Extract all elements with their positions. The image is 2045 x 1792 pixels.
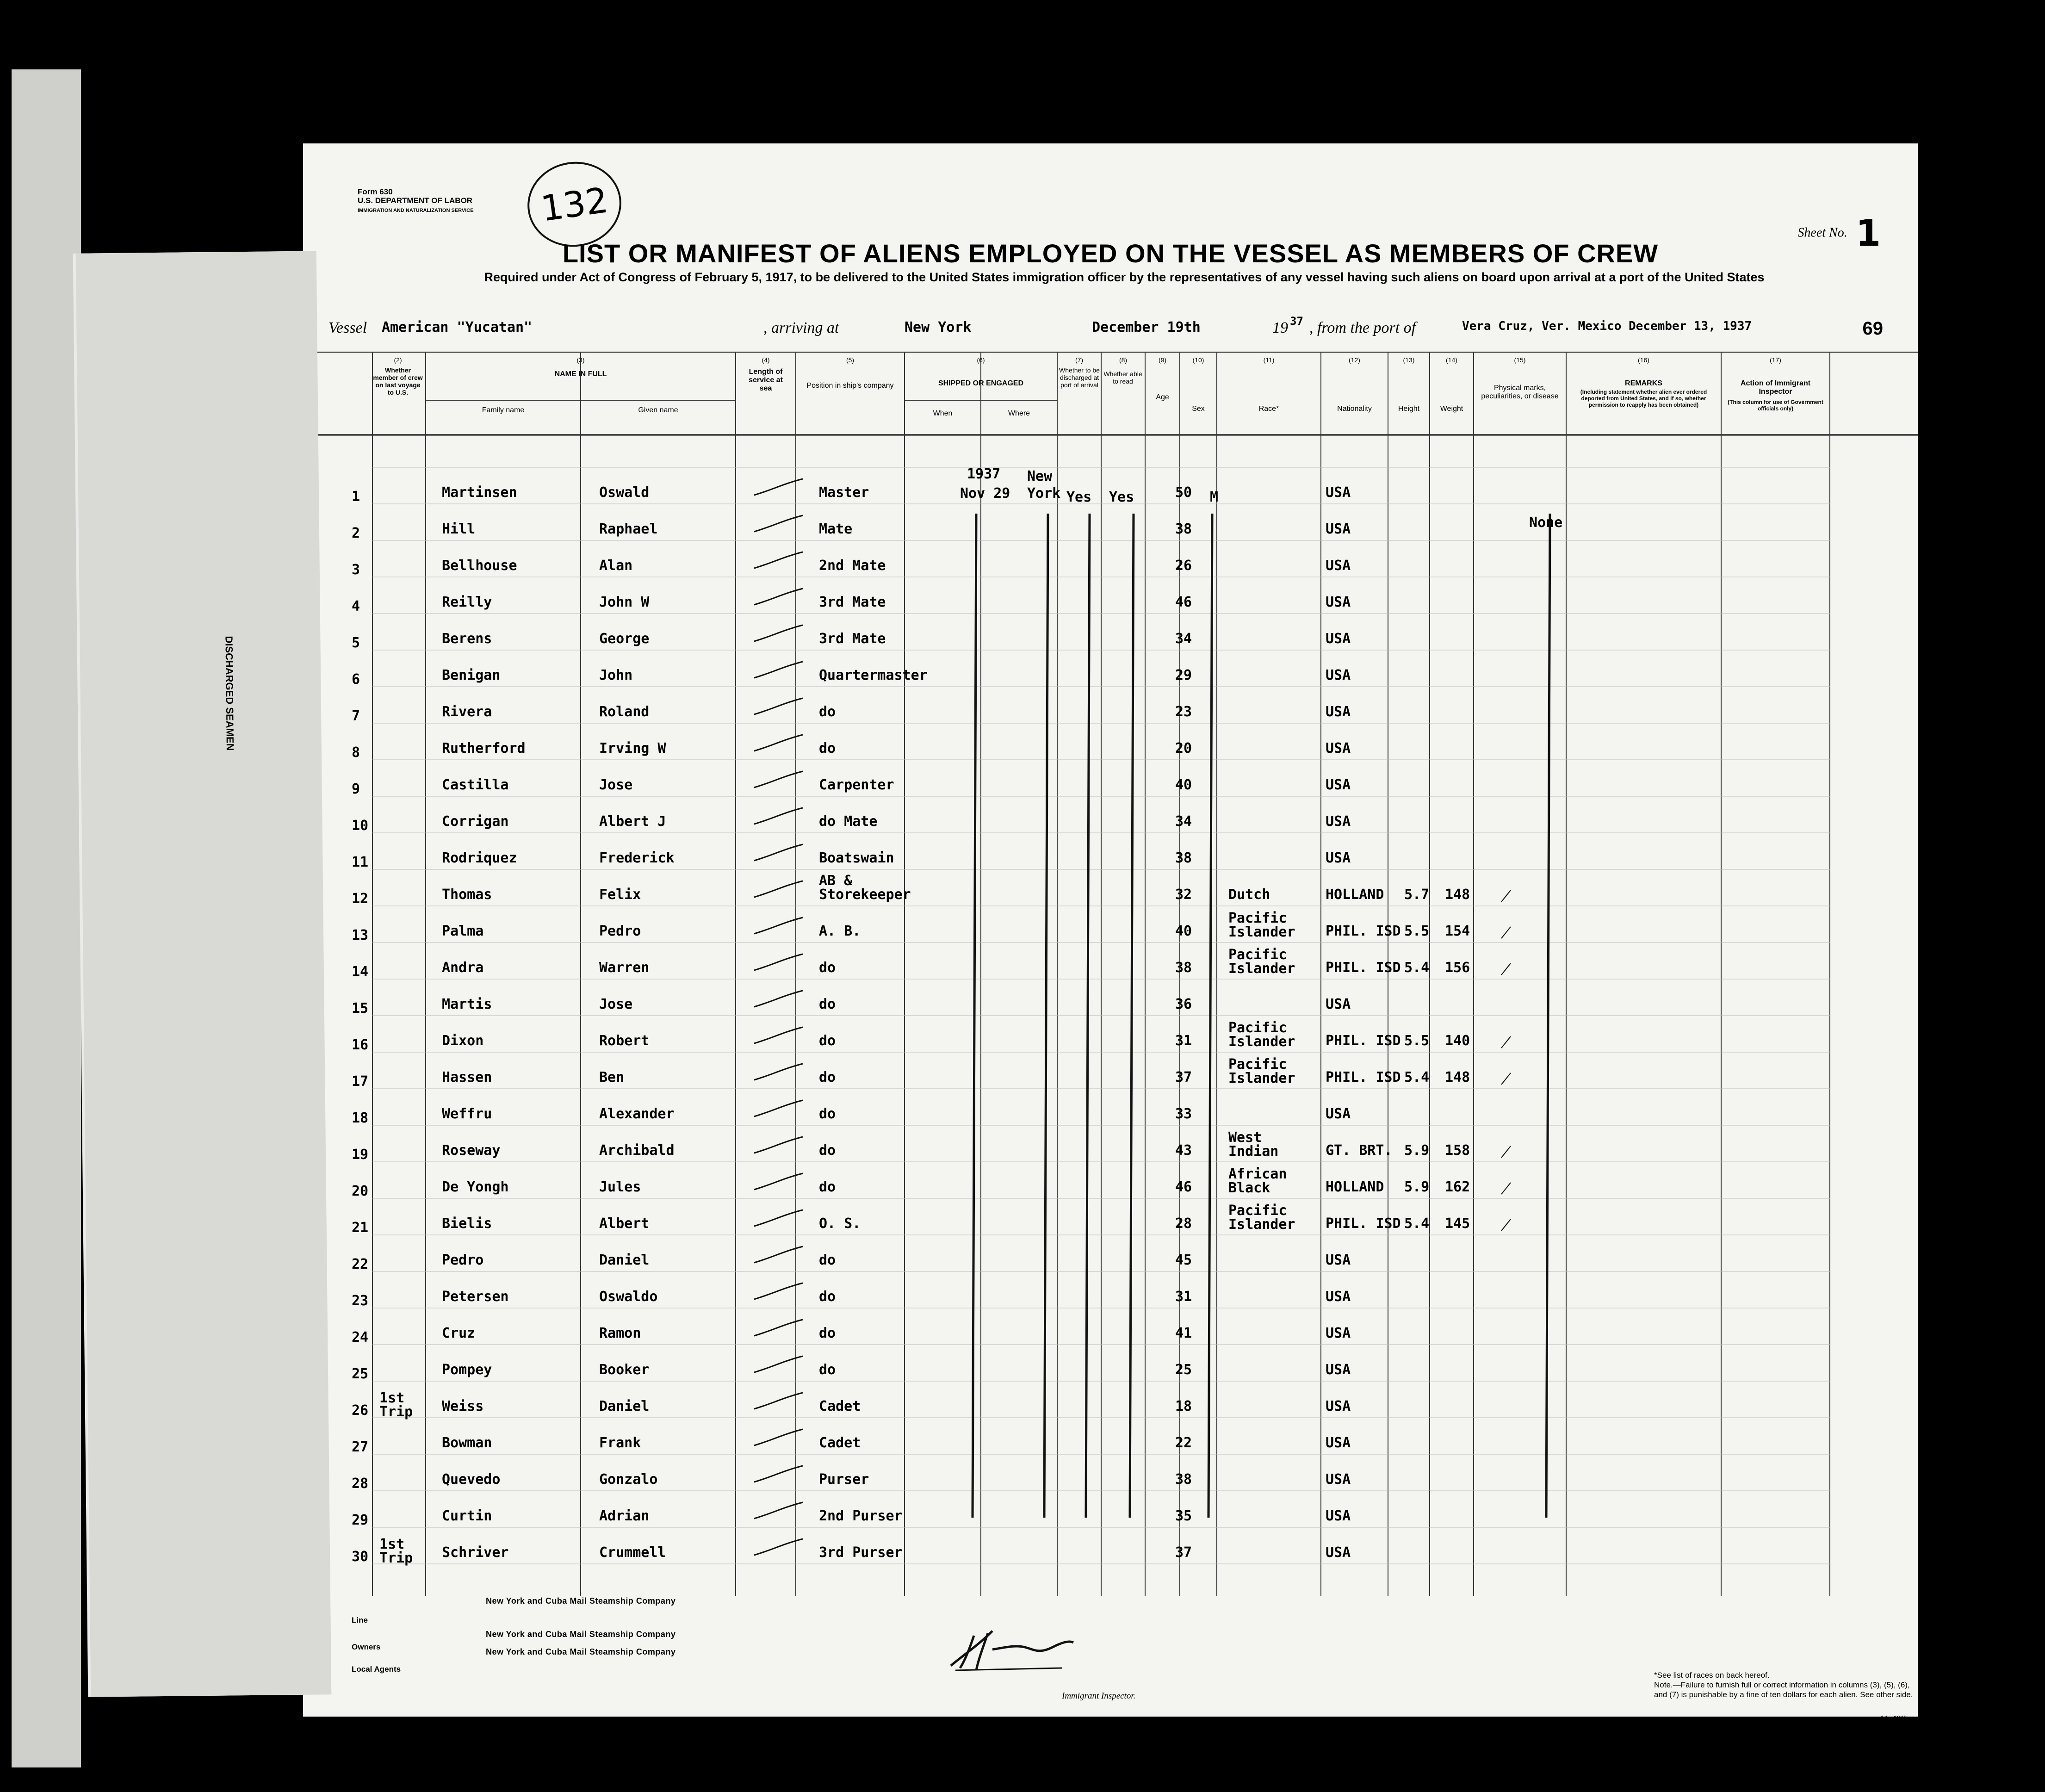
background-sheet-edge bbox=[12, 69, 81, 1767]
row-number-cell: 21 bbox=[352, 1220, 369, 1236]
weight-cell: 156 bbox=[1445, 960, 1470, 976]
nationality-cell: USA bbox=[1326, 1398, 1351, 1414]
family-name-cell: Pompey bbox=[442, 1362, 492, 1378]
nationality-cell: USA bbox=[1326, 1289, 1351, 1305]
weight-cell: 158 bbox=[1445, 1142, 1470, 1159]
page-title: LIST OR MANIFEST OF ALIENS EMPLOYED ON THE VESSEL AS MEMBERS OF CREW bbox=[562, 239, 1659, 268]
race-cell: Pacific Islander bbox=[1228, 947, 1295, 977]
family-name-cell: Hill bbox=[442, 521, 476, 537]
family-name-cell: Palma bbox=[442, 923, 484, 939]
height-cell: 5.5 bbox=[1404, 923, 1430, 939]
race-cell: Pacific Islander bbox=[1228, 1203, 1295, 1233]
given-name-cell: Albert bbox=[599, 1215, 650, 1232]
row-number-cell: 15 bbox=[352, 1000, 369, 1017]
row-number-cell: 23 bbox=[352, 1293, 369, 1309]
row-number-cell: 19 bbox=[352, 1147, 369, 1163]
crew-table bbox=[303, 352, 1918, 1596]
shipped-where-2: York bbox=[1027, 485, 1061, 502]
sex-value: M bbox=[1210, 489, 1219, 505]
age-cell: 40 bbox=[1175, 923, 1192, 939]
arriving-label: , arriving at bbox=[763, 319, 839, 336]
family-name-cell: Thomas bbox=[442, 887, 492, 903]
age-cell: 43 bbox=[1175, 1142, 1192, 1159]
family-name-cell: Weiss bbox=[442, 1398, 484, 1414]
given-name-cell: Robert bbox=[599, 1033, 650, 1049]
col3-given-header: Given name bbox=[638, 406, 678, 414]
given-name-cell: John bbox=[599, 667, 633, 683]
footer-notes bbox=[1654, 1670, 1913, 1699]
row-number-cell: 10 bbox=[352, 818, 369, 834]
age-cell: 18 bbox=[1175, 1398, 1192, 1414]
age-cell: 34 bbox=[1175, 631, 1192, 647]
nationality-cell: USA bbox=[1326, 558, 1351, 574]
family-name-cell: Reilly bbox=[442, 594, 492, 610]
age-cell: 50 bbox=[1175, 484, 1192, 501]
check-mark bbox=[1501, 1146, 1511, 1158]
col12-number: (12) bbox=[1349, 356, 1360, 364]
given-name-cell: Booker bbox=[599, 1362, 650, 1378]
family-name-cell: Rodriquez bbox=[442, 850, 517, 866]
family-name-cell: Andra bbox=[442, 960, 484, 976]
position-cell: do bbox=[819, 1362, 836, 1378]
col11-header: Race* bbox=[1258, 405, 1279, 413]
nationality-cell: USA bbox=[1326, 704, 1351, 720]
given-name-cell: Gonzalo bbox=[599, 1471, 658, 1488]
col10-header: Sex bbox=[1192, 405, 1205, 413]
age-cell: 38 bbox=[1175, 521, 1192, 537]
age-cell: 35 bbox=[1175, 1508, 1192, 1524]
age-cell: 31 bbox=[1175, 1033, 1192, 1049]
nationality-cell: USA bbox=[1326, 813, 1351, 830]
given-name-cell: Alan bbox=[599, 558, 633, 574]
height-cell: 5.9 bbox=[1404, 1142, 1430, 1159]
family-name-cell: Quevedo bbox=[442, 1471, 501, 1488]
nationality-cell: PHIL. ISD bbox=[1326, 960, 1401, 976]
given-name-cell: Adrian bbox=[599, 1508, 650, 1524]
position-cell: Boatswain bbox=[819, 850, 894, 866]
given-name-cell: John W bbox=[599, 594, 650, 610]
vessel-name: American "Yucatan" bbox=[382, 319, 533, 335]
race-cell: Pacific Islander bbox=[1228, 1020, 1295, 1050]
row-number-cell: 18 bbox=[352, 1110, 369, 1126]
race-cell: Pacific Islander bbox=[1228, 910, 1295, 940]
age-cell: 37 bbox=[1175, 1544, 1192, 1561]
given-name-cell: Daniel bbox=[599, 1398, 650, 1414]
trip-cell: 1st Trip bbox=[379, 1536, 413, 1566]
family-name-cell: Schriver bbox=[442, 1544, 509, 1561]
col6-where-header: Where bbox=[1008, 409, 1030, 417]
col10-number: (10) bbox=[1192, 356, 1204, 364]
col3-family-header: Family name bbox=[482, 406, 525, 414]
shipped-year: 1937 bbox=[967, 466, 1001, 482]
family-name-cell: Bellhouse bbox=[442, 558, 517, 574]
race-cell: Dutch bbox=[1228, 887, 1270, 903]
col16-number: (16) bbox=[1638, 356, 1649, 364]
age-cell: 38 bbox=[1175, 960, 1192, 976]
form-code: 14—1940 bbox=[1881, 1714, 1907, 1721]
age-cell: 22 bbox=[1175, 1435, 1192, 1451]
line-stamp: New York and Cuba Mail Steamship Company bbox=[486, 1596, 676, 1606]
nationality-cell: USA bbox=[1326, 521, 1351, 537]
check-mark bbox=[1501, 927, 1511, 938]
family-name-cell: Cruz bbox=[442, 1325, 476, 1341]
given-name-cell: Jose bbox=[599, 996, 633, 1012]
row-number-cell: 2 bbox=[352, 525, 360, 541]
shipped-when: Nov 29 bbox=[960, 485, 1010, 502]
given-name-cell: Felix bbox=[599, 887, 641, 903]
arrival-port: New York bbox=[905, 319, 972, 335]
given-name-cell: Oswaldo bbox=[599, 1289, 658, 1305]
nationality-cell: USA bbox=[1326, 1325, 1351, 1341]
age-cell: 34 bbox=[1175, 813, 1192, 830]
given-name-cell: Archibald bbox=[599, 1142, 675, 1159]
sheet-number: Sheet No. 1 bbox=[1797, 213, 1881, 254]
nationality-cell: USA bbox=[1326, 631, 1351, 647]
position-cell: Master bbox=[819, 484, 869, 501]
col7-header: Whether to be discharged at port of arrival bbox=[1059, 366, 1100, 389]
col2-header: Whether member of crew on last voyage to U.S. bbox=[373, 366, 423, 396]
race-note: *See list of races on back hereof. bbox=[1654, 1671, 1770, 1680]
nationality-cell: HOLLAND bbox=[1326, 887, 1384, 903]
vessel-label: Vessel bbox=[328, 319, 367, 336]
family-name-cell: Bielis bbox=[442, 1215, 492, 1232]
family-name-cell: Benigan bbox=[442, 667, 501, 683]
given-name-cell: Alexander bbox=[599, 1106, 675, 1122]
penalty-note: Note.—Failure to furnish full or correct information in columns (3), (5), (6), and (7) is punishable by a fine of ten dollars for each alien. See other side. bbox=[1654, 1680, 1913, 1699]
given-name-cell: Warren bbox=[599, 960, 650, 976]
age-cell: 23 bbox=[1175, 704, 1192, 720]
family-name-cell: Castilla bbox=[442, 777, 509, 793]
check-mark bbox=[1501, 1073, 1511, 1085]
weight-cell: 154 bbox=[1445, 923, 1470, 939]
height-cell: 5.9 bbox=[1404, 1179, 1430, 1195]
given-name-cell: Irving W bbox=[599, 740, 666, 756]
position-cell: Purser bbox=[819, 1471, 869, 1488]
trip-cell: 1st Trip bbox=[379, 1390, 413, 1420]
col8-header: Whether able to read bbox=[1103, 370, 1142, 385]
weight-cell: 162 bbox=[1445, 1179, 1470, 1195]
family-name-cell: Pedro bbox=[442, 1252, 484, 1268]
col13-header: Height bbox=[1398, 405, 1420, 413]
form-identifier: Form 630 U.S. DEPARTMENT OF LABOR IMMIGRATION AND NATURALIZATION SERVICE bbox=[358, 187, 474, 213]
col4-header: Length of service at sea bbox=[749, 368, 783, 392]
row-number-cell: 8 bbox=[352, 744, 360, 761]
nationality-cell: USA bbox=[1326, 1544, 1351, 1561]
weight-cell: 145 bbox=[1445, 1215, 1470, 1232]
nationality-cell: USA bbox=[1326, 850, 1351, 866]
col6-number: (6) bbox=[977, 356, 985, 364]
discharged-value: Yes bbox=[1066, 489, 1092, 505]
col5-header: Position in ship's company bbox=[806, 382, 894, 390]
col3-number: (3) bbox=[576, 356, 585, 364]
position-cell: O. S. bbox=[819, 1215, 861, 1232]
position-cell: 2nd Purser bbox=[819, 1508, 903, 1524]
given-name-cell: Roland bbox=[599, 704, 650, 720]
col17-number: (17) bbox=[1770, 356, 1781, 364]
family-name-cell: Martis bbox=[442, 996, 492, 1012]
col2-number: (2) bbox=[394, 356, 402, 364]
position-cell: 3rd Purser bbox=[819, 1544, 903, 1561]
nationality-cell: PHIL. ISD bbox=[1326, 1069, 1401, 1085]
nationality-cell: USA bbox=[1326, 777, 1351, 793]
nationality-cell: PHIL. ISD bbox=[1326, 1033, 1401, 1049]
col17-header: Action of Immigrant Inspector bbox=[1740, 379, 1811, 396]
nationality-cell: USA bbox=[1326, 1106, 1351, 1122]
manifest-page bbox=[303, 143, 1918, 1721]
race-cell: West Indian bbox=[1228, 1129, 1279, 1160]
table-rules bbox=[303, 352, 1918, 1596]
check-mark bbox=[1501, 1183, 1511, 1194]
family-name-cell: Rivera bbox=[442, 704, 492, 720]
position-cell: do bbox=[819, 1252, 836, 1268]
given-name-cell: Frank bbox=[599, 1435, 641, 1451]
row-number-cell: 13 bbox=[352, 927, 369, 943]
row-number-cell: 9 bbox=[352, 781, 360, 797]
nationality-cell: USA bbox=[1326, 1252, 1351, 1268]
position-cell: 2nd Mate bbox=[819, 558, 886, 574]
col9-number: (9) bbox=[1158, 356, 1167, 364]
family-name-cell: Roseway bbox=[442, 1142, 501, 1159]
given-name-cell: Oswald bbox=[599, 484, 650, 501]
given-name-cell: Albert J bbox=[599, 813, 666, 830]
nationality-cell: USA bbox=[1326, 667, 1351, 683]
row-number-cell: 11 bbox=[352, 854, 369, 870]
height-cell: 5.4 bbox=[1404, 960, 1430, 976]
year-prefix: 19 bbox=[1272, 319, 1288, 336]
inspector-label: Immigrant Inspector. bbox=[1062, 1691, 1136, 1701]
position-cell: Mate bbox=[819, 521, 853, 537]
age-cell: 46 bbox=[1175, 1179, 1192, 1195]
family-name-cell: Dixon bbox=[442, 1033, 484, 1049]
nationality-cell: USA bbox=[1326, 1435, 1351, 1451]
weight-cell: 148 bbox=[1445, 887, 1470, 903]
given-name-cell: Frederick bbox=[599, 850, 675, 866]
row-number-cell: 3 bbox=[352, 562, 360, 578]
row-number-cell: 25 bbox=[352, 1366, 369, 1382]
position-cell: Carpenter bbox=[819, 777, 894, 793]
row-number-cell: 20 bbox=[352, 1183, 369, 1199]
departure-port: Vera Cruz, Ver. Mexico December 13, 1937 bbox=[1462, 319, 1752, 333]
row-number-cell: 6 bbox=[352, 671, 360, 688]
family-name-cell: Curtin bbox=[442, 1508, 492, 1524]
row-number-cell: 29 bbox=[352, 1512, 369, 1528]
family-name-cell: De Yongh bbox=[442, 1179, 509, 1195]
age-cell: 46 bbox=[1175, 594, 1192, 610]
position-cell: do Mate bbox=[819, 813, 878, 830]
family-name-cell: Hassen bbox=[442, 1069, 492, 1085]
check-mark bbox=[1501, 1219, 1511, 1231]
age-cell: 37 bbox=[1175, 1069, 1192, 1085]
given-name-cell: Crummell bbox=[599, 1544, 666, 1561]
family-name-cell: Berens bbox=[442, 631, 492, 647]
row-number-cell: 14 bbox=[352, 964, 369, 980]
position-cell: do bbox=[819, 960, 836, 976]
race-cell: Pacific Islander bbox=[1228, 1056, 1295, 1086]
position-cell: do bbox=[819, 740, 836, 756]
col12-header: Nationality bbox=[1337, 405, 1372, 413]
nationality-cell: USA bbox=[1326, 996, 1351, 1012]
age-cell: 40 bbox=[1175, 777, 1192, 793]
height-cell: 5.5 bbox=[1404, 1033, 1430, 1049]
able-to-read-value: Yes bbox=[1109, 489, 1134, 505]
nationality-cell: USA bbox=[1326, 1471, 1351, 1488]
col7-number: (7) bbox=[1075, 356, 1084, 364]
given-name-cell: Ramon bbox=[599, 1325, 641, 1341]
given-name-cell: Ben bbox=[599, 1069, 625, 1085]
row-number-cell: 12 bbox=[352, 891, 369, 907]
row-number-cell: 26 bbox=[352, 1402, 369, 1419]
position-cell: do bbox=[819, 1033, 836, 1049]
col16-note: (Including statement whether alien ever ordered deported from United States, and if so, whether permission to reapply has been obtained) bbox=[1580, 389, 1707, 408]
arrival-date: December 19th bbox=[1092, 319, 1201, 335]
nationality-cell: USA bbox=[1326, 1362, 1351, 1378]
nationality-cell: GT. BRT. bbox=[1326, 1142, 1393, 1159]
age-cell: 38 bbox=[1175, 850, 1192, 866]
shipped-where-1: New bbox=[1027, 468, 1053, 484]
check-mark bbox=[1501, 963, 1511, 975]
height-cell: 5.4 bbox=[1404, 1069, 1430, 1085]
age-cell: 38 bbox=[1175, 1471, 1192, 1488]
given-name-cell: Pedro bbox=[599, 923, 641, 939]
family-name-cell: Rutherford bbox=[442, 740, 526, 756]
position-cell: AB & Storekeeper bbox=[819, 873, 911, 903]
position-cell: 3rd Mate bbox=[819, 631, 886, 647]
physical-marks-value: None bbox=[1529, 515, 1563, 531]
position-cell: 3rd Mate bbox=[819, 594, 886, 610]
height-cell: 5.7 bbox=[1404, 887, 1430, 903]
col8-number: (8) bbox=[1119, 356, 1128, 364]
nationality-cell: HOLLAND bbox=[1326, 1179, 1384, 1195]
col13-number: (13) bbox=[1403, 356, 1415, 364]
race-cell: African Black bbox=[1228, 1166, 1287, 1196]
position-cell: do bbox=[819, 704, 836, 720]
row-number-cell: 16 bbox=[352, 1037, 369, 1053]
position-cell: Cadet bbox=[819, 1435, 861, 1451]
weight-cell: 148 bbox=[1445, 1069, 1470, 1085]
col6-when-header: When bbox=[933, 409, 953, 417]
voyage-line bbox=[328, 315, 1855, 347]
discharged-seamen-overlay bbox=[76, 251, 332, 1697]
nationality-cell: USA bbox=[1326, 1508, 1351, 1524]
position-cell: do bbox=[819, 1289, 836, 1305]
line-label: Line bbox=[352, 1616, 368, 1625]
row-number-cell: 28 bbox=[352, 1476, 369, 1492]
row-number-cell: 17 bbox=[352, 1073, 369, 1090]
family-name-cell: Corrigan bbox=[442, 813, 509, 830]
col4-number: (4) bbox=[762, 356, 770, 364]
height-cell: 5.4 bbox=[1404, 1215, 1430, 1232]
age-cell: 25 bbox=[1175, 1362, 1192, 1378]
given-name-cell: Jules bbox=[599, 1179, 641, 1195]
col9-header: Age bbox=[1156, 393, 1169, 401]
row-number-cell: 4 bbox=[352, 598, 360, 614]
position-cell: do bbox=[819, 996, 836, 1012]
position-cell: Cadet bbox=[819, 1398, 861, 1414]
owners-label: Owners bbox=[352, 1643, 381, 1651]
col17-note: (This column for use of Government officials only) bbox=[1728, 399, 1823, 412]
page-number: 69 bbox=[1862, 318, 1883, 339]
age-cell: 29 bbox=[1175, 667, 1192, 683]
col3-header: NAME IN FULL bbox=[554, 370, 607, 378]
position-cell: do bbox=[819, 1142, 836, 1159]
position-cell: do bbox=[819, 1069, 836, 1085]
col16-header: REMARKS bbox=[1625, 379, 1662, 387]
position-cell: Quartermaster bbox=[819, 667, 928, 683]
year-suffix: 37 bbox=[1290, 315, 1303, 328]
age-cell: 32 bbox=[1175, 887, 1192, 903]
col11-number: (11) bbox=[1263, 356, 1275, 364]
agents-stamp: New York and Cuba Mail Steamship Company bbox=[486, 1647, 676, 1656]
col15-header: Physical marks, peculiarities, or disease bbox=[1481, 384, 1559, 400]
row-number-cell: 24 bbox=[352, 1329, 369, 1346]
nationality-cell: USA bbox=[1326, 594, 1351, 610]
family-name-cell: Martinsen bbox=[442, 484, 517, 501]
agents-label: Local Agents bbox=[352, 1665, 401, 1674]
row-number-cell: 1 bbox=[352, 489, 360, 505]
position-cell: do bbox=[819, 1179, 836, 1195]
col6-header: SHIPPED OR ENGAGED bbox=[938, 379, 1024, 387]
check-mark bbox=[1501, 1036, 1511, 1048]
position-cell: do bbox=[819, 1106, 836, 1122]
age-cell: 36 bbox=[1175, 996, 1192, 1012]
age-cell: 41 bbox=[1175, 1325, 1192, 1341]
age-cell: 26 bbox=[1175, 558, 1192, 574]
row-number-cell: 7 bbox=[352, 708, 360, 724]
col5-number: (5) bbox=[846, 356, 855, 364]
nationality-cell: USA bbox=[1326, 740, 1351, 756]
row-number-cell: 5 bbox=[352, 635, 360, 651]
check-mark bbox=[1501, 890, 1511, 902]
row-number-cell: 22 bbox=[352, 1256, 369, 1272]
col14-number: (14) bbox=[1446, 356, 1457, 364]
weight-cell: 140 bbox=[1445, 1033, 1470, 1049]
footer bbox=[352, 1596, 1878, 1703]
page-subtitle: Required under Act of Congress of February 5, 1917, to be delivered to the United States immigration officer by the representatives of any vessel having such aliens on board upon arrival at a port of the United States bbox=[484, 270, 1765, 284]
age-cell: 31 bbox=[1175, 1289, 1192, 1305]
position-cell: do bbox=[819, 1325, 836, 1341]
nationality-cell: PHIL. ISD bbox=[1326, 1215, 1401, 1232]
family-name-cell: Weffru bbox=[442, 1106, 492, 1122]
nationality-cell: USA bbox=[1326, 484, 1351, 501]
position-cell: A. B. bbox=[819, 923, 861, 939]
row-number-cell: 30 bbox=[352, 1549, 369, 1565]
age-cell: 28 bbox=[1175, 1215, 1192, 1232]
circled-sheet-number: 132 bbox=[522, 156, 626, 253]
col14-header: Weight bbox=[1440, 405, 1463, 413]
owners-stamp: New York and Cuba Mail Steamship Company bbox=[486, 1630, 676, 1639]
age-cell: 20 bbox=[1175, 740, 1192, 756]
family-name-cell: Petersen bbox=[442, 1289, 509, 1305]
col15-number: (15) bbox=[1514, 356, 1526, 364]
from-label: , from the port of bbox=[1309, 319, 1416, 336]
given-name-cell: George bbox=[599, 631, 650, 647]
row-number-cell: 27 bbox=[352, 1439, 369, 1455]
nationality-cell: PHIL. ISD bbox=[1326, 923, 1401, 939]
inspector-signature bbox=[946, 1622, 1076, 1677]
given-name-cell: Raphael bbox=[599, 521, 658, 537]
given-name-cell: Daniel bbox=[599, 1252, 650, 1268]
overlay-title: DISCHARGED SEAMEN bbox=[223, 636, 236, 751]
age-cell: 33 bbox=[1175, 1106, 1192, 1122]
given-name-cell: Jose bbox=[599, 777, 633, 793]
family-name-cell: Bowman bbox=[442, 1435, 492, 1451]
age-cell: 45 bbox=[1175, 1252, 1192, 1268]
